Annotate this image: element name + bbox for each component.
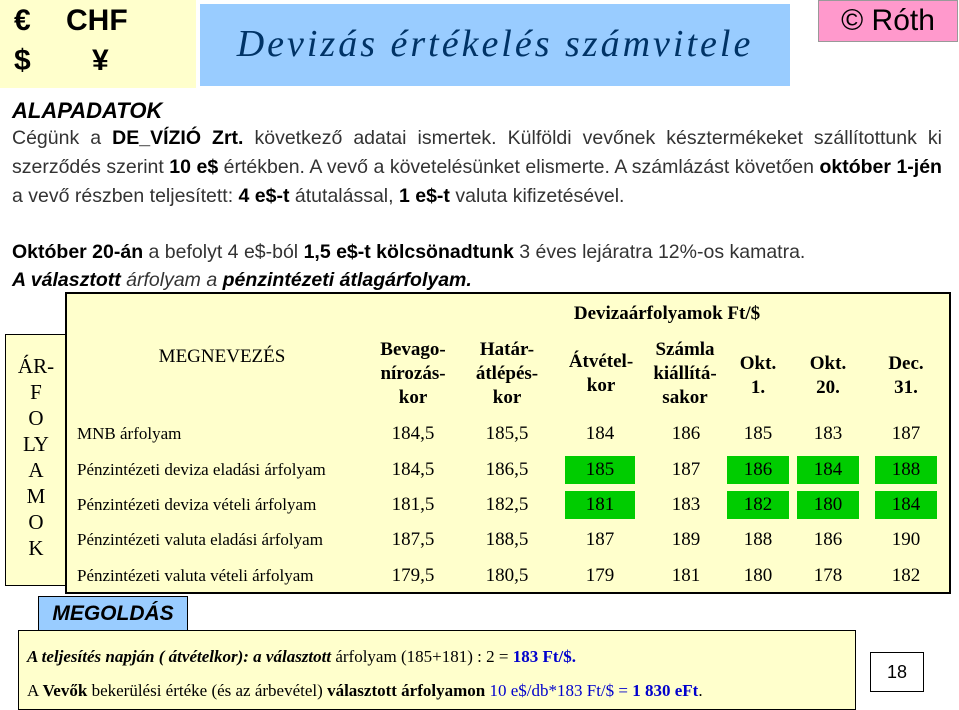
- rate-choice-paragraph: A választott árfolyam a pénzintézeti átlagárfolyam.: [12, 269, 472, 291]
- rate-cell: 181: [671, 565, 701, 586]
- exchange-rate-table: [65, 292, 951, 594]
- rate-cell-highlighted: 184: [875, 491, 937, 519]
- loan-paragraph: Október 20-án a befolyt 4 e$-ból 1,5 e$-t kölcsönadtunk 3 éves lejáratra 12%-os kamatra.: [12, 241, 806, 263]
- col-header-atvetel: Átvétel- kor: [568, 351, 634, 396]
- solution-box: [18, 630, 856, 710]
- rate-cell: 186: [671, 423, 701, 444]
- rate-cell: 180: [743, 565, 773, 586]
- rate-cell: 181,5: [391, 494, 435, 515]
- section-heading: ALAPADATOK: [12, 98, 163, 123]
- rate-cell: 187: [671, 459, 701, 480]
- rate-cell: 190: [891, 529, 921, 550]
- row-label: MNB árfolyam: [77, 424, 182, 443]
- intro-paragraph: Cégünk a DE_VÍZIÓ Zrt. következő adatai ismertek. Külföldi vevőnek késztermékeket szállítottunk ki szerződés szerint 10 e$ értékben. A vevő a követelésünket elismerte. A számlázást követően október 1-jén a vevő részben teljesített: 4 e$-t átutalással, 1 e$-t valuta kifizetésével.: [12, 127, 942, 207]
- rate-cell: 178: [813, 565, 843, 586]
- row-label: Pénzintézeti deviza eladási árfolyam: [77, 460, 326, 479]
- row-label: Pénzintézeti valuta eladási árfolyam: [77, 530, 323, 549]
- row-label: Pénzintézeti deviza vételi árfolyam: [77, 495, 317, 514]
- rate-cell: 185: [743, 423, 773, 444]
- rate-cell: 179: [585, 565, 615, 586]
- rate-cell: 184,5: [391, 423, 435, 444]
- side-label-line: F: [30, 380, 42, 404]
- rate-cell-highlighted: 188: [875, 456, 937, 484]
- side-label-line: M: [26, 484, 46, 508]
- solution-label: MEGOLDÁS: [38, 596, 188, 632]
- euro-symbol: €: [14, 4, 31, 37]
- side-label-line: ÁR-: [17, 354, 55, 378]
- side-label-line: O: [28, 510, 44, 534]
- rate-cell: 179,5: [391, 565, 435, 586]
- col-header-okt20: Okt. 20.: [809, 353, 847, 398]
- rate-cell-highlighted: 186: [727, 456, 789, 484]
- col-header-bevagonirozas: Bevago- nírozás- kor: [380, 339, 446, 408]
- currency-symbols-panel: [0, 0, 196, 88]
- yen-symbol: ¥: [92, 44, 109, 77]
- rate-cell: 188: [743, 529, 773, 550]
- rate-cell-highlighted: 185: [565, 456, 635, 484]
- col-header-okt1: Okt. 1.: [739, 353, 777, 398]
- page-number: 18: [870, 652, 924, 692]
- rate-cell: 183: [813, 423, 843, 444]
- rate-cell: 182,5: [485, 494, 529, 515]
- title-banner: [200, 4, 790, 86]
- side-label-line: LY: [23, 432, 49, 456]
- rate-cell-highlighted: 184: [797, 456, 859, 484]
- rate-cell: 184: [585, 423, 615, 444]
- copyright-badge: © Róth: [818, 0, 958, 42]
- side-label-line: O: [28, 406, 44, 430]
- solution-line-2: A Vevők bekerülési értéke (és az árbevétel) választott árfolyamon 10 e$/db*183 Ft/$ = 1 830 eFt.: [27, 681, 703, 700]
- group-header: Devizaárfolyamok Ft/$: [573, 303, 761, 324]
- rate-cell: 184,5: [391, 459, 435, 480]
- rate-cell: 188,5: [485, 529, 529, 550]
- chf-symbol: CHF: [66, 4, 128, 37]
- col-header-szamla: Számla kiállítá- sakor: [653, 339, 717, 408]
- col-header-dec31: Dec. 31.: [888, 353, 924, 398]
- rate-cell: 187: [891, 423, 921, 444]
- rate-cell: 183: [671, 494, 701, 515]
- rate-cell: 185,5: [485, 423, 529, 444]
- rate-cell: 182: [891, 565, 921, 586]
- rate-cell-highlighted: 180: [797, 491, 859, 519]
- rate-cell: 186,5: [485, 459, 529, 480]
- row-label: Pénzintézeti valuta vételi árfolyam: [77, 566, 314, 585]
- rate-cell: 187,5: [391, 529, 435, 550]
- page-title: Devizás értékelés számvitele: [236, 23, 754, 65]
- rate-cell-highlighted: 181: [565, 491, 635, 519]
- arfolyamok-side-label: [5, 334, 67, 586]
- col-header-megnevezes: MEGNEVEZÉS: [158, 346, 286, 367]
- rate-cell: 189: [671, 529, 701, 550]
- side-label-line: A: [28, 458, 44, 482]
- rate-cell: 186: [813, 529, 843, 550]
- side-label-line: K: [28, 536, 44, 560]
- solution-line-1: A teljesítés napján ( átvételkor): a választott árfolyam (185+181) : 2 = 183 Ft/$.: [27, 647, 576, 666]
- rate-cell: 187: [585, 529, 615, 550]
- rate-cell-highlighted: 182: [727, 491, 789, 519]
- col-header-hatarlatepes: Határ- átlépés- kor: [475, 339, 539, 408]
- dollar-symbol: $: [14, 44, 31, 77]
- rate-cell: 180,5: [485, 565, 529, 586]
